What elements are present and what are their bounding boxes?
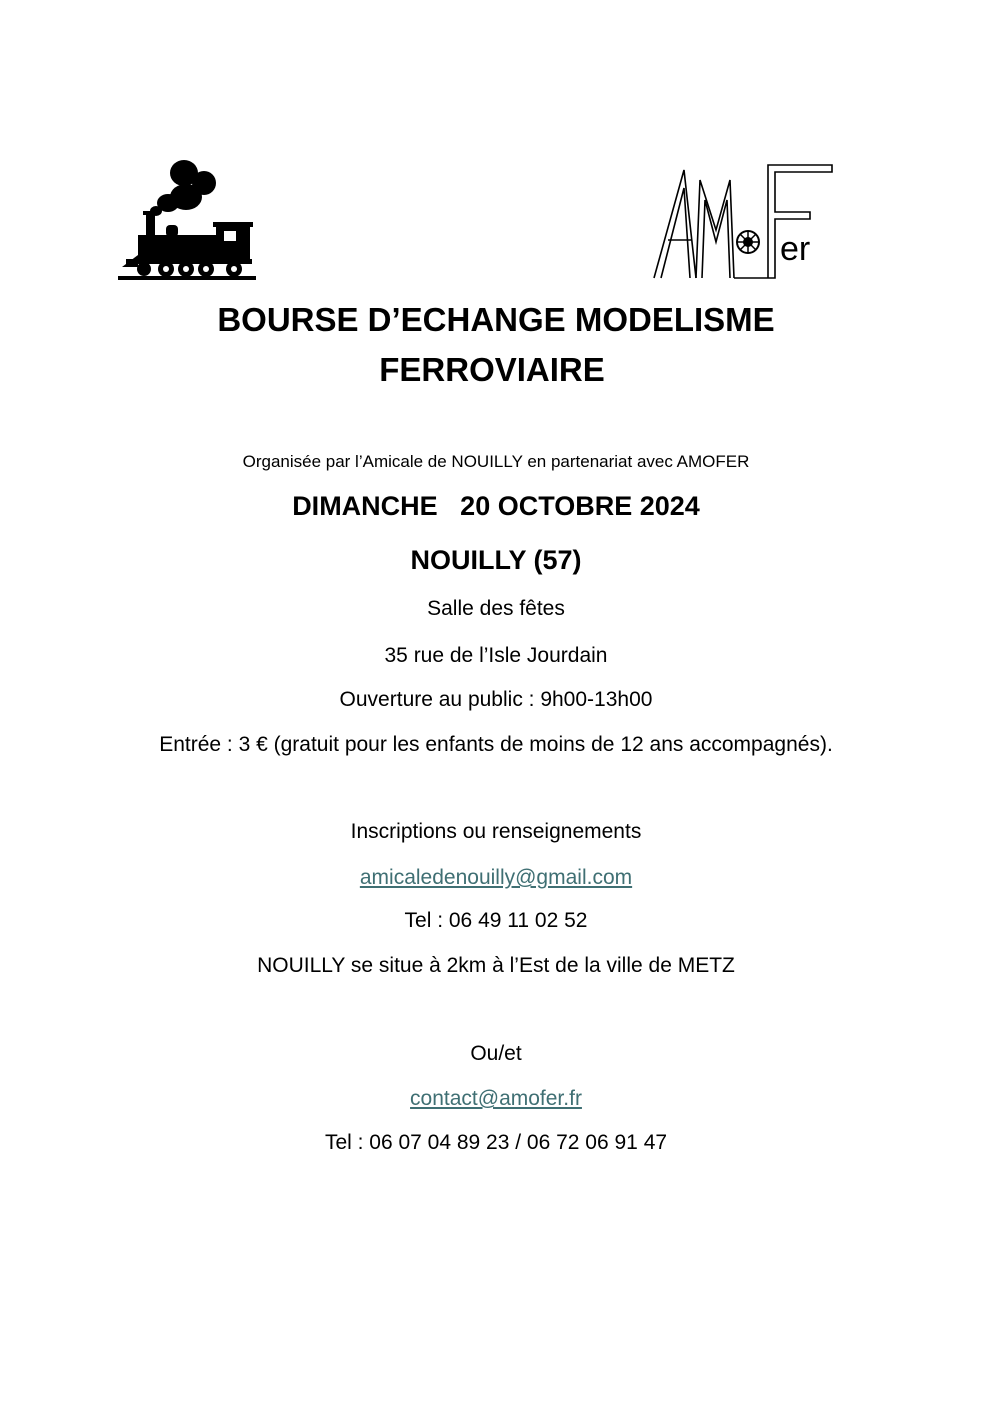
phone-nouilly: Tel : 06 49 11 02 52 [404, 909, 588, 932]
svg-text:er: er [780, 230, 811, 268]
title-line-1: BOURSE D’ECHANGE MODELISME [217, 301, 775, 338]
event-location: NOUILLY (57) [410, 545, 582, 575]
address-text: 35 rue de l’Isle Jourdain [384, 644, 608, 667]
steam-locomotive-icon [116, 155, 256, 280]
event-date: DIMANCHE 20 OCTOBRE 2024 [292, 491, 700, 521]
or-text: Ou/et [470, 1042, 522, 1065]
title-line-2: FERROVIAIRE [379, 351, 605, 388]
phone-amofer: Tel : 06 07 04 89 23 / 06 72 06 91 47 [324, 1131, 668, 1154]
contact-heading: Inscriptions ou renseignements [350, 820, 642, 843]
venue-text: Salle des fêtes [427, 597, 565, 620]
opening-hours: Ouverture au public : 9h00-13h00 [339, 688, 653, 711]
amofer-logo [650, 160, 840, 282]
directions-text: NOUILLY se situe à 2km à l’Est de la ville de METZ [257, 954, 735, 977]
email-link-nouilly[interactable]: amicaledenouilly@gmail.com [359, 866, 633, 889]
entry-price: Entrée : 3 € (gratuit pour les enfants de moins de 12 ans accompagnés). [159, 733, 833, 756]
email-link-amofer-wrapper [0, 1087, 992, 1111]
organizer-text: Organisée par l’Amicale de NOUILLY en partenariat avec AMOFER [242, 452, 750, 471]
email-link-nouilly-wrapper [0, 866, 992, 890]
email-link-amofer[interactable]: contact@amofer.fr [410, 1087, 582, 1110]
